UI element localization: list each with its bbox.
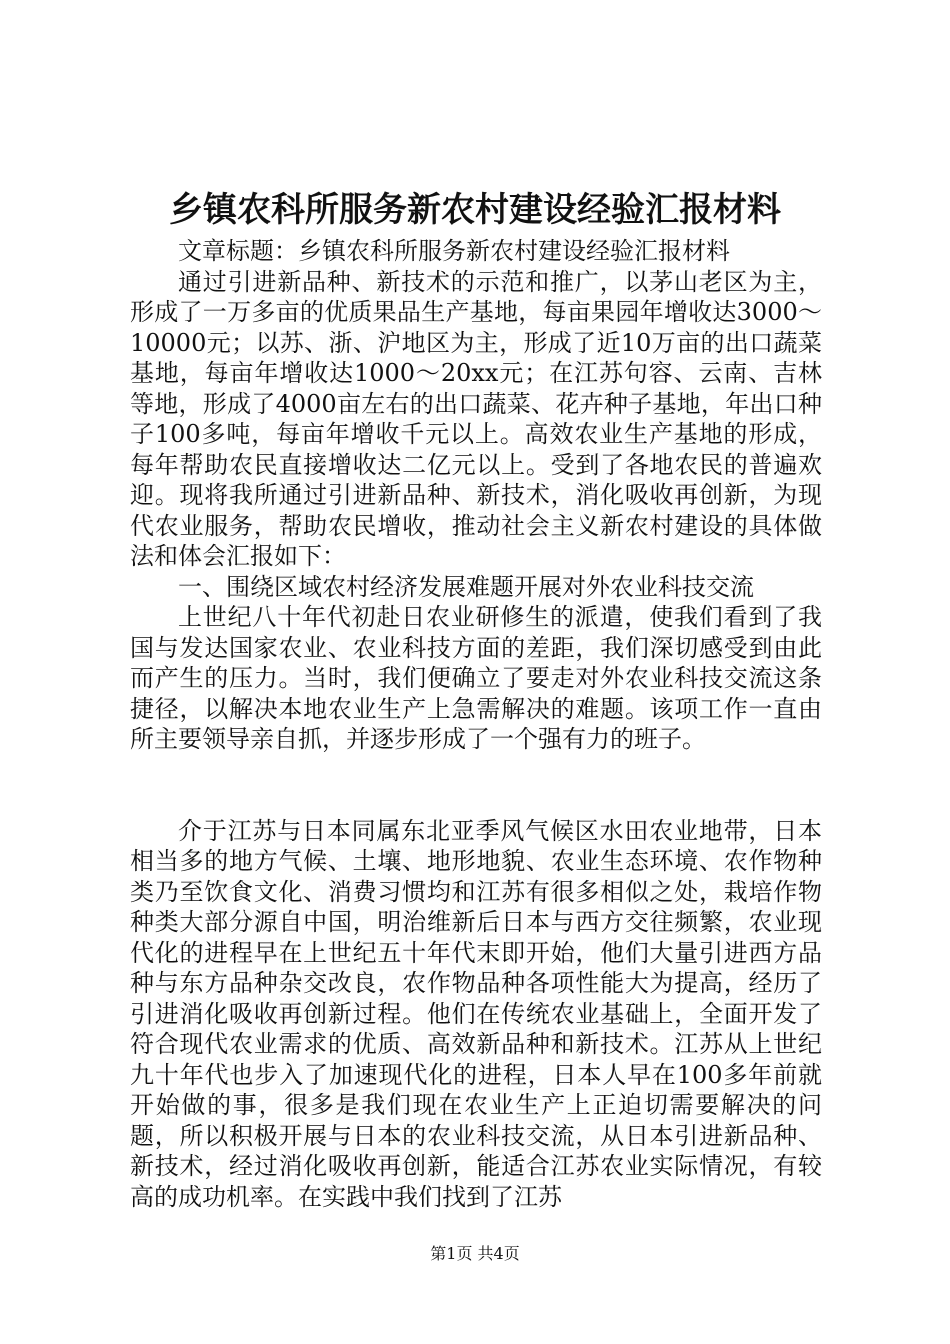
paragraph-spacer xyxy=(130,755,822,816)
intro-paragraph: 通过引进新品种、新技术的示范和推广，以茅山老区为主，形成了一万多亩的优质果品生产基地，每亩果园年增收达3000～10000元；以苏、浙、沪地区为主，形成了近10万亩的出口蔬菜基地，每亩年增收达1000～20xx元；在江苏句容、云南、吉林等地，形成了4000亩左右的出口蔬菜、花卉种子基地，年出口种子100多吨，每亩年增收千元以上。高效农业生产基地的形成，每年帮助农民直接增收达二亿元以上。受到了各地农民的普遍欢迎。现将我所通过引进新品种、新技术，消化吸收再创新，为现代农业服务，帮助农民增收，推动社会主义新农村建设的具体做法和体会汇报如下： xyxy=(130,267,822,570)
body-paragraph: 上世纪八十年代初赴日农业研修生的派遣，使我们看到了我国与发达国家农业、农业科技方面的差距，我们深切感受到由此而产生的压力。当时，我们便确立了要走对外农业科技交流这条捷径，以解决本地农业生产上急需解决的难题。该项工作一直由所主要领导亲自抓，并逐步形成了一个强有力的班子。 xyxy=(130,603,822,753)
document-body xyxy=(130,236,822,1212)
document-title: 乡镇农科所服务新农村建设经验汇报材料 xyxy=(169,190,781,230)
page-number-footer: 第1页 共4页 xyxy=(430,1244,520,1263)
article-title-line: 文章标题：乡镇农科所服务新农村建设经验汇报材料 xyxy=(178,237,730,265)
section-heading: 一、围绕区域农村经济发展难题开展对外农业科技交流 xyxy=(178,572,754,601)
body-paragraph: 介于江苏与日本同属东北亚季风气候区水田农业地带，日本相当多的地方气候、土壤、地形地貌、农业生态环境、农作物种类乃至饮食文化、消费习惯均和江苏有很多相似之处，栽培作物种类大部分源自中国，明治维新后日本与西方交往频繁，农业现代化的进程早在上世纪五十年代末即开始，他们大量引进西方品种与东方品种杂交改良，农作物品种各项性能大为提高，经历了引进消化吸收再创新过程。他们在传统农业基础上，全面开发了符合现代农业需求的优质、高效新品种和新技术。江苏从上世纪九十年代也步入了加速现代化的进程，日本人早在100多年前就开始做的事，很多是我们现在农业生产上正迫切需要解决的问题，所以积极开展与日本的农业科技交流，从日本引进新品种、新技术，经过消化吸收再创新，能适合江苏农业实际情况，有较高的成功机率。在实践中我们找到了江苏 xyxy=(130,816,822,1211)
